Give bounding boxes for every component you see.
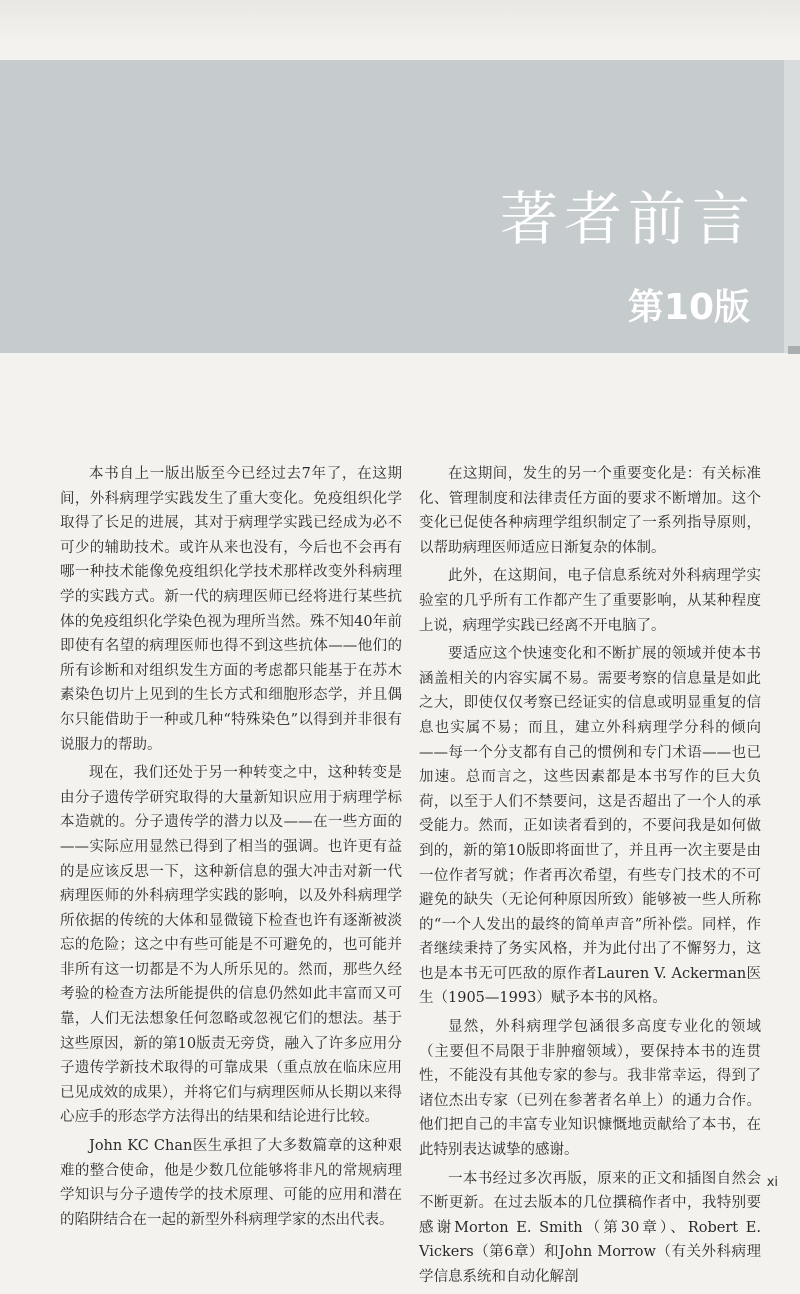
paragraph: 一本书经过多次再版，原来的正文和插图自然会不断更新。在过去版本的几位撰稿作者中，我特别要感谢Morton E. Smith（第30章）、Robert E. Vickers（第6章）和John Morrow（有关外科病理学信息系统和自动化解剖 (419, 1170, 761, 1285)
edge-tab-mark (788, 346, 800, 354)
paragraph: 在这期间，发生的另一个重要变化是：有关标准化、管理制度和法律责任方面的要求不断增加。这个变化已促使各种病理学组织制定了一系列指导原则，以帮助病理医师适应日渐复杂的体制。 (419, 466, 761, 556)
paragraph: John KC Chan医生承担了大多数篇章的这种艰难的整合使命，他是少数几位能够将非凡的常规病理学知识与分子遗传学的技术原理、可能的应用和潜在的陷阱结合在一起的新型外科病理学家的杰出代表。 (60, 1138, 402, 1228)
paragraph: 此外，在这期间，电子信息系统对外科病理学实验室的几乎所有工作都产生了重要影响，从某种程度上说，病理学实践已经离不开电脑了。 (419, 568, 761, 634)
header-edge (784, 60, 800, 353)
paragraph: 要适应这个快速变化和不断扩展的领域并使本书涵盖相关的内容实属不易。需要考察的信息量是如此之大，即使仅仅考察已经证实的信息或明显重复的信息也实属不易；而且，建立外科病理学分科的倾向——每一个分支都有自己的惯例和专门术语——也已加速。总而言之，这些因素都是本书写作的巨大负荷，以至于人们不禁要问，这是否超出了一个人的承受能力。然而，正如读者看到的，不要问我是如何做到的，新的第10版即将面世了，并且再一次主要是由一位作者写就；作者再次希望，有些专门技术的不可避免的缺失（无论何种原因所致）能够被一些人所称的“一个人发出的最终的简单声音”所补偿。同样，作者继续秉持了务实风格，并为此付出了不懈努力，这也是本书无可匹敌的原作者Lauren V. Ackerman医生（1905—1993）赋予本书的风格。 (419, 646, 761, 1007)
left-column (60, 462, 402, 1236)
paragraph: 现在，我们还处于另一种转变之中，这种转变是由分子遗传学研究取得的大量新知识应用于病理学标本造就的。分子遗传学的潜力以及——在一些方面的——实际应用显然已得到了相当的强调。也许更有益的是应该反思一下，这种新信息的强大冲击对新一代病理医师的外科病理学实践的影响，以及外科病理学所依据的传统的大体和显微镜下检查也许有逐渐被淡忘的危险；这之中有些可能是不可避免的，也可能并非所有这一切都是不为人所乐见的。然而，那些久经考验的检查方法所能提供的信息仍然如此丰富而又可靠，人们无法想象任何忽略或忽视它们的想法。基于这些原因，新的第10版责无旁贷，融入了许多应用分子遗传学新技术取得的可靠成果（重点放在临床应用已见成效的成果），并将它们与病理医师从长期以来得心应手的形态学方法得出的结果和结论进行比较。 (60, 765, 402, 1126)
page-number: xi (766, 1175, 778, 1190)
paragraph: 本书自上一版出版至今已经过去7年了，在这期间，外科病理学实践发生了重大变化。免疫组织化学取得了长足的进展，其对于病理学实践已经成为必不可少的辅助技术。或许从来也没有，今后也不会再有哪一种技术能像免疫组织化学技术那样改变外科病理学的实践方式。新一代的病理医师已经将进行某些抗体的免疫组织化学染色视为理所当然。殊不知40年前即使有名望的病理医师也得不到这些抗体——他们的所有诊断和对组织发生方面的考虑都只能基于在苏木素染色切片上见到的生长方式和细胞形态学，并且偶尔只能借助于一种或几种“特殊染色”以得到并非很有说服力的帮助。 (60, 466, 402, 753)
edition-label: 第10版 (627, 287, 750, 328)
page-title: 著者前言 (499, 185, 756, 253)
right-column (419, 462, 761, 1294)
page-gutter (0, 0, 800, 40)
paragraph: 显然，外科病理学包涵很多高度专业化的领域（主要但不局限于非肿瘤领域），要保持本书的连贯性，不能没有其他专家的参与。我非常幸运，得到了诸位杰出专家（已列在参著者名单上）的通力合作。他们把自己的丰富专业知识慷慨地贡献给了本书，在此特别表达诚挚的感谢。 (419, 1019, 761, 1159)
